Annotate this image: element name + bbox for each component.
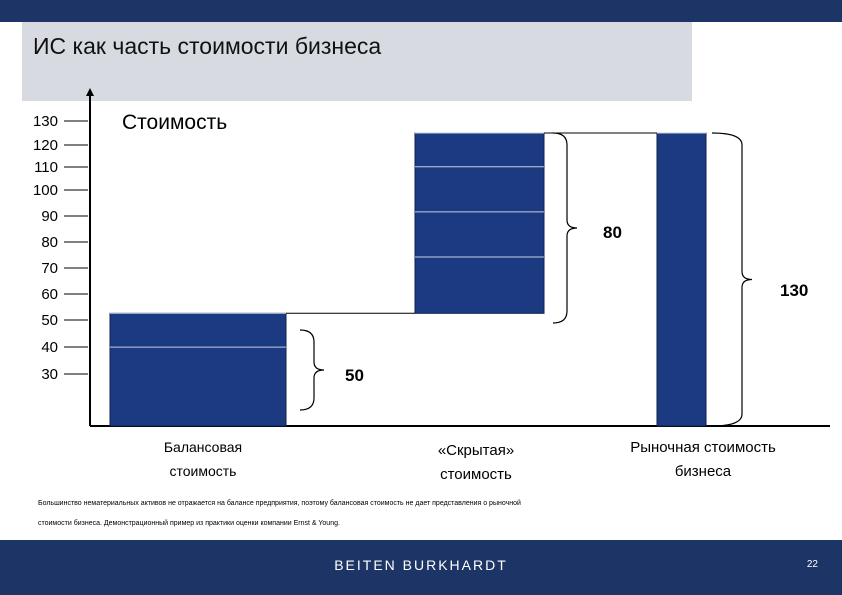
brace-50 xyxy=(300,330,324,410)
y-tick-label: 130 xyxy=(32,113,58,130)
y-tick-label: 40 xyxy=(41,339,58,356)
y-tick-label: 50 xyxy=(41,312,58,329)
brace-value-label: 50 xyxy=(345,366,364,385)
category-label: стоимость xyxy=(169,463,237,479)
brace-130 xyxy=(712,133,752,426)
y-tick-label: 120 xyxy=(32,137,58,154)
brace-80 xyxy=(553,133,577,323)
y-tick-label: 70 xyxy=(41,260,58,277)
y-tick-label: 30 xyxy=(41,366,58,383)
y-tick-label: 80 xyxy=(41,234,58,251)
brace-value-label: 80 xyxy=(603,223,622,242)
brand-logo-text: BEITEN BURKHARDT xyxy=(334,557,508,573)
footnote-line-1: Большинство нематериальных активов не отражается на балансе предприятия, поэтому балансовая стоимость не дает представления о рыночной xyxy=(38,500,521,507)
bar xyxy=(657,133,706,426)
brace-value-label: 130 xyxy=(780,281,809,300)
y-tick-label: 60 xyxy=(41,286,58,303)
footnote-line-2: стоимости бизнеса. Демонстрационный пример из практики оценки компании Ernst & Young. xyxy=(38,520,340,527)
y-axis-arrow xyxy=(86,88,94,96)
bar xyxy=(415,133,544,313)
y-axis-label: Стоимость xyxy=(122,111,228,134)
category-label: Балансовая xyxy=(163,439,243,455)
category-label: «Скрытая» xyxy=(437,442,515,459)
y-tick-label: 90 xyxy=(41,208,58,225)
page-number: 22 xyxy=(806,559,818,570)
category-label: бизнеса xyxy=(674,463,732,480)
bar xyxy=(110,313,286,426)
category-label: Рыночная стоимость xyxy=(630,439,776,456)
y-tick-label: 110 xyxy=(34,159,58,176)
y-tick-label: 100 xyxy=(32,182,58,199)
category-label: стоимость xyxy=(440,466,512,483)
slide-title: ИС как часть стоимости бизнеса xyxy=(33,33,382,59)
